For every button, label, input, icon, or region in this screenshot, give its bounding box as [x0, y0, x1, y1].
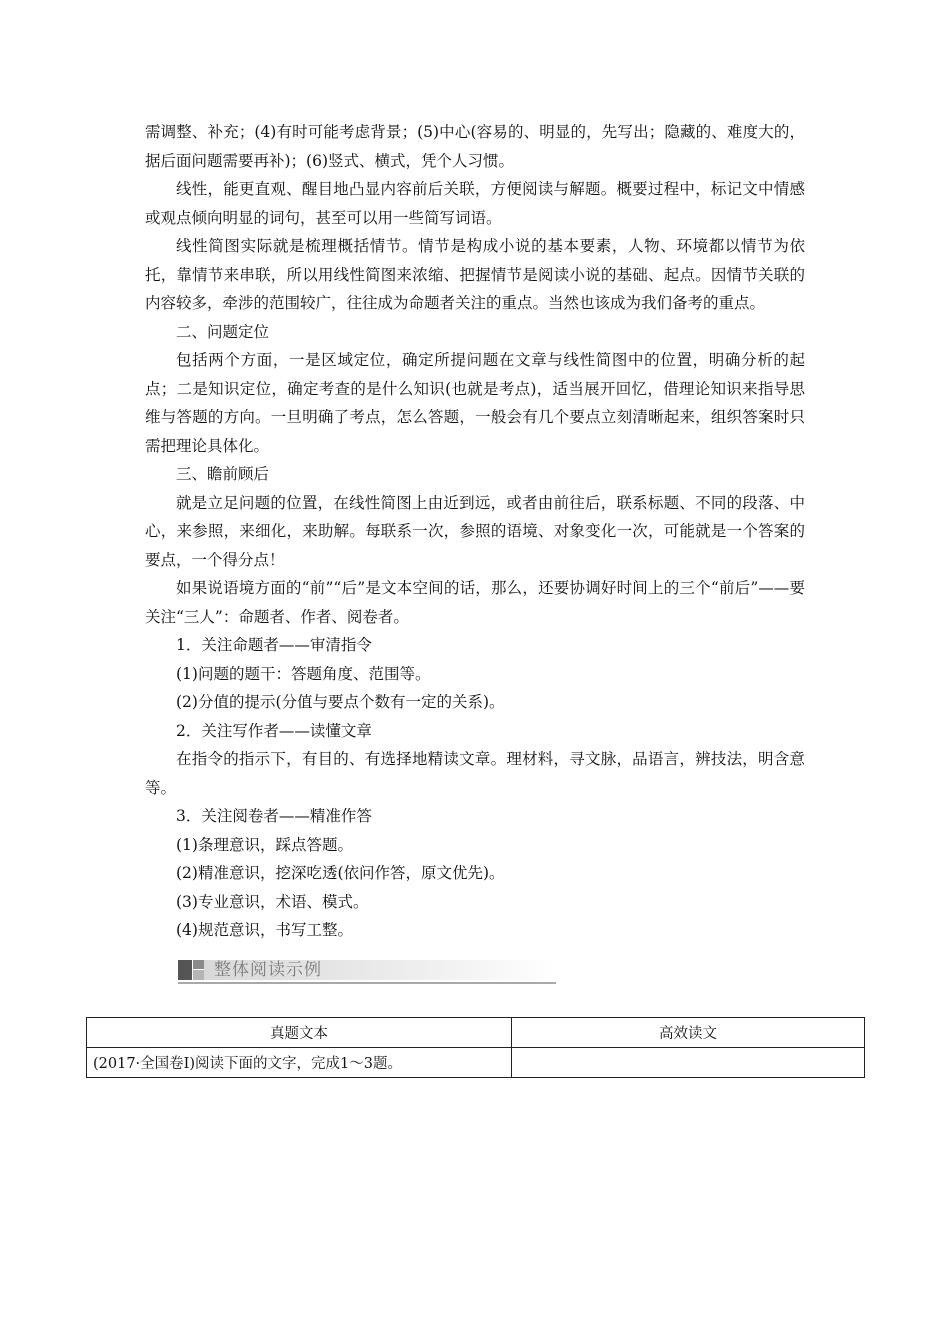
- table-row: [87, 1048, 865, 1078]
- paragraph: 线性简图实际就是梳理概括情节。情节是构成小说的基本要素，人物、环境都以情节为依托，靠情节来串联，所以用线性简图来浓缩、把握情节是阅读小说的基础、起点。因情节关联的内容较多，牵涉的范围较广，往往成为命题者关注的重点。当然也该成为我们备考的重点。: [145, 237, 805, 312]
- list-item: (2)分值的提示(分值与要点个数有一定的关系)。: [176, 693, 505, 711]
- table-header-row: [87, 1018, 865, 1048]
- body-text: [145, 118, 805, 945]
- table-header-cell: 高效读文: [512, 1018, 865, 1048]
- list-item: (1)问题的题干：答题角度、范围等。: [176, 664, 431, 683]
- banner-squares-icon: [178, 960, 206, 980]
- table-cell: [512, 1048, 865, 1078]
- paragraph: 如果说语境方面的“前”“后”是文本空间的话，那么，还要协调好时间上的三个“前后”——要关注“三人”：命题者、作者、阅卷者。: [145, 579, 805, 626]
- subheading: 3．关注阅卷者——精准作答: [176, 807, 372, 825]
- banner-title: 整体阅读示例: [214, 960, 322, 980]
- paragraph: 需调整、补充；(4)有时可能考虑背景；(5)中心(容易的、明显的，先写出；隐藏的、难度大的，据后面问题需要再补)；(6)竖式、横式，凭个人习惯。: [145, 123, 805, 170]
- section-banner: [178, 957, 558, 985]
- list-item: (1)条理意识，踩点答题。: [176, 835, 353, 854]
- list-item: (2)精准意识，挖深吃透(依问作答，原文优先)。: [176, 864, 505, 882]
- subheading: 1．关注命题者——审清指令: [176, 636, 372, 654]
- banner-underline: [178, 982, 556, 984]
- paragraph: 线性，能更直观、醒目地凸显内容前后关联，方便阅读与解题。概要过程中，标记文中情感或观点倾向明显的词句，甚至可以用一些简写词语。: [145, 180, 805, 227]
- table-header-cell: 真题文本: [87, 1018, 512, 1048]
- section-heading: 二、问题定位: [176, 322, 270, 341]
- list-item: (3)专业意识，术语、模式。: [176, 892, 369, 911]
- paragraph: 包括两个方面，一是区域定位，确定所提问题在文章与线性简图中的位置，明确分析的起点；二是知识定位，确定考查的是什么知识(也就是考点)，适当展开回忆，借理论知识来指导思维与答题的方向。一旦明确了考点，怎么答题，一般会有几个要点立刻清晰起来，组织答案时只需把理论具体化。: [145, 351, 805, 455]
- paragraph: 就是立足问题的位置，在线性简图上由近到远，或者由前往后，联系标题、不同的段落、中心，来参照，来细化，来助解。每联系一次，参照的语境、对象变化一次，可能就是一个答案的要点，一个得分点！: [145, 493, 805, 569]
- table-cell: (2017·全国卷Ⅰ)阅读下面的文字，完成1～3题。: [87, 1048, 512, 1078]
- reading-table: [86, 1017, 865, 1078]
- section-heading: 三、瞻前顾后: [176, 465, 270, 483]
- paragraph: 在指令的指示下，有目的、有选择地精读文章。理材料，寻文脉，品语言，辨技法，明含意等。: [145, 750, 805, 797]
- subheading: 2．关注写作者——读懂文章: [176, 721, 372, 740]
- list-item: (4)规范意识，书写工整。: [176, 921, 353, 939]
